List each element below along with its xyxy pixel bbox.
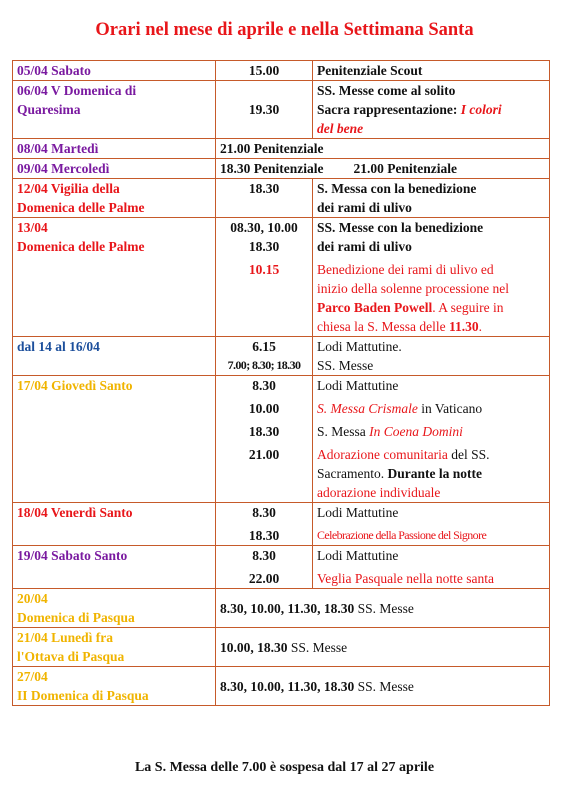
day-cell bbox=[13, 628, 216, 667]
event-text: SS. Messe bbox=[354, 678, 414, 694]
day-cell bbox=[13, 218, 216, 337]
table-row bbox=[13, 503, 550, 546]
event-text: dei rami di ulivo bbox=[317, 200, 412, 215]
time-cell bbox=[216, 337, 313, 376]
day-cell: 17/04 Giovedì Santo bbox=[13, 376, 216, 503]
time-text: 10.00, 18.30 bbox=[220, 639, 288, 655]
table-row bbox=[13, 667, 550, 706]
time-text: 8.30 bbox=[252, 378, 276, 393]
time-text: 8.30, 10.00, 11.30, 18.30 bbox=[220, 678, 355, 694]
time-text: 10.15 bbox=[248, 262, 280, 277]
event-text: SS. Messe con la benedizione bbox=[317, 220, 484, 235]
time-text: 21.00 bbox=[248, 447, 280, 462]
day-text: Quaresima bbox=[17, 102, 81, 117]
table-row bbox=[13, 376, 550, 503]
event-text: Celebrazione della Passione del Signore bbox=[317, 528, 487, 542]
table-row bbox=[13, 139, 550, 159]
event-text: Penitenziale Scout bbox=[317, 63, 423, 78]
time-cell bbox=[216, 376, 313, 503]
event-text: dei rami di ulivo bbox=[317, 239, 412, 254]
time-text: 6.15 bbox=[252, 339, 276, 354]
time-cell bbox=[216, 546, 313, 589]
day-text: 20/04 bbox=[17, 591, 48, 606]
event-cell bbox=[313, 61, 550, 81]
event-text: Sacramento. bbox=[317, 466, 388, 481]
event-text: adorazione individuale bbox=[317, 485, 441, 500]
event-text: Lodi Mattutine bbox=[317, 505, 399, 520]
event-text: chiesa la S. Messa delle bbox=[317, 319, 449, 334]
day-cell: 18/04 Venerdì Santo bbox=[13, 503, 216, 546]
event-title: In Coena Domini bbox=[369, 424, 463, 439]
time-text: 7.00; 8.30; 18.30 bbox=[227, 358, 301, 372]
event-text bbox=[317, 298, 545, 317]
event-text: Lodi Mattutine bbox=[317, 378, 399, 393]
time-text: 8.30 bbox=[252, 548, 276, 563]
event-text bbox=[317, 422, 545, 441]
day-cell: 08/04 Martedì bbox=[13, 139, 216, 159]
day-text: Domenica di Pasqua bbox=[17, 610, 135, 625]
event-text: Parco Baden Powell bbox=[317, 300, 433, 315]
event-text: inizio della solenne processione nel bbox=[317, 281, 509, 296]
day-cell bbox=[13, 81, 216, 139]
day-text: 27/04 bbox=[17, 669, 48, 684]
day-cell bbox=[13, 179, 216, 218]
day-cell: 09/04 Mercoledì bbox=[13, 159, 216, 179]
event-text bbox=[317, 100, 545, 119]
table-row bbox=[13, 628, 550, 667]
event-text: SS. Messe bbox=[287, 639, 348, 655]
event-text: S. Messa con la benedizione bbox=[317, 181, 477, 196]
time-cell: 18.30 bbox=[216, 179, 313, 218]
table-row bbox=[13, 61, 550, 81]
day-cell bbox=[13, 589, 216, 628]
event-cell bbox=[313, 503, 550, 546]
table-row bbox=[13, 337, 550, 376]
event-text: Sacra rappresentazione bbox=[317, 102, 453, 117]
event-text: Durante la notte bbox=[387, 466, 482, 481]
day-cell: 19/04 Sabato Santo bbox=[13, 546, 216, 589]
event-cell bbox=[216, 159, 550, 179]
event-cell bbox=[216, 628, 550, 667]
event-cell bbox=[313, 546, 550, 589]
time-text: 22.00 bbox=[248, 571, 280, 586]
event-title: I colori bbox=[460, 102, 502, 117]
time-text: 08.30, 10.00 bbox=[230, 220, 298, 235]
event-cell bbox=[313, 218, 550, 337]
event-text: Lodi Mattutine bbox=[317, 548, 399, 563]
time-cell: 19.30 bbox=[216, 81, 313, 139]
event-text bbox=[317, 445, 545, 464]
day-text: 12/04 Vigilia della bbox=[17, 181, 120, 196]
event-text: Adorazione comunitaria bbox=[317, 447, 448, 462]
day-text: II Domenica di Pasqua bbox=[17, 688, 149, 703]
event-cell bbox=[313, 81, 550, 139]
event-title: del bene bbox=[317, 121, 364, 136]
time-text: 18.30 bbox=[248, 239, 280, 254]
event-text: : bbox=[452, 102, 461, 117]
time-cell bbox=[216, 218, 313, 337]
event-text: SS. Messe bbox=[354, 600, 414, 616]
day-cell: dal 14 al 16/04 bbox=[13, 337, 216, 376]
time-text: 10.00 bbox=[248, 401, 280, 416]
event-text: 21.00 Penitenziale bbox=[353, 161, 457, 176]
event-cell bbox=[313, 376, 550, 503]
event-text: in Vaticano bbox=[417, 401, 483, 416]
day-text: 21/04 Lunedì fra bbox=[17, 630, 114, 645]
event-text: S. Messa bbox=[317, 424, 370, 439]
event-text: Veglia Pasquale nella notte santa bbox=[317, 571, 494, 586]
event-title: S. Messa Crismale bbox=[317, 401, 418, 416]
event-cell bbox=[313, 337, 550, 376]
event-cell bbox=[216, 589, 550, 628]
day-text: 06/04 V Domenica di bbox=[17, 83, 137, 98]
time-cell: 15.00 bbox=[216, 61, 313, 81]
day-text: Domenica delle Palme bbox=[17, 200, 145, 215]
event-text bbox=[317, 317, 545, 336]
event-text bbox=[317, 464, 545, 483]
event-text: Benedizione dei rami di ulivo ed bbox=[317, 262, 494, 277]
day-cell bbox=[13, 667, 216, 706]
event-text: 18.30 Penitenziale bbox=[220, 161, 324, 176]
day-cell: 05/04 Sabato bbox=[13, 61, 216, 81]
event-text: . bbox=[478, 319, 482, 334]
time-cell bbox=[216, 503, 313, 546]
day-text: l'Ottava di Pasqua bbox=[17, 649, 125, 664]
event-text: SS. Messe come al solito bbox=[317, 83, 456, 98]
time-text: 8.30 bbox=[252, 505, 276, 520]
page-title: Orari nel mese di aprile e nella Settimana Santa bbox=[95, 20, 474, 40]
table-row bbox=[13, 81, 550, 139]
event-cell: 21.00 Penitenziale bbox=[216, 139, 550, 159]
table-row bbox=[13, 546, 550, 589]
day-text: 13/04 bbox=[17, 220, 48, 235]
event-text: . A seguire in bbox=[432, 300, 504, 315]
event-text: del SS. bbox=[447, 447, 490, 462]
time-text: 8.30, 10.00, 11.30, 18.30 bbox=[220, 600, 355, 616]
table-row bbox=[13, 159, 550, 179]
event-text: 11.30 bbox=[448, 319, 479, 334]
event-text: Lodi Mattutine. bbox=[317, 339, 402, 354]
event-text: SS. Messe bbox=[317, 358, 374, 373]
footer-note: La S. Messa delle 7.00 è sospesa dal 17 al 27 aprile bbox=[134, 760, 435, 775]
table-row bbox=[13, 589, 550, 628]
event-cell bbox=[216, 667, 550, 706]
time-text: 18.30 bbox=[248, 424, 280, 439]
table-row bbox=[13, 179, 550, 218]
schedule-table bbox=[12, 60, 550, 706]
table-row bbox=[13, 218, 550, 337]
day-text: Domenica delle Palme bbox=[17, 239, 145, 254]
event-cell bbox=[313, 179, 550, 218]
event-text bbox=[317, 399, 545, 418]
time-text: 18.30 bbox=[248, 528, 280, 543]
